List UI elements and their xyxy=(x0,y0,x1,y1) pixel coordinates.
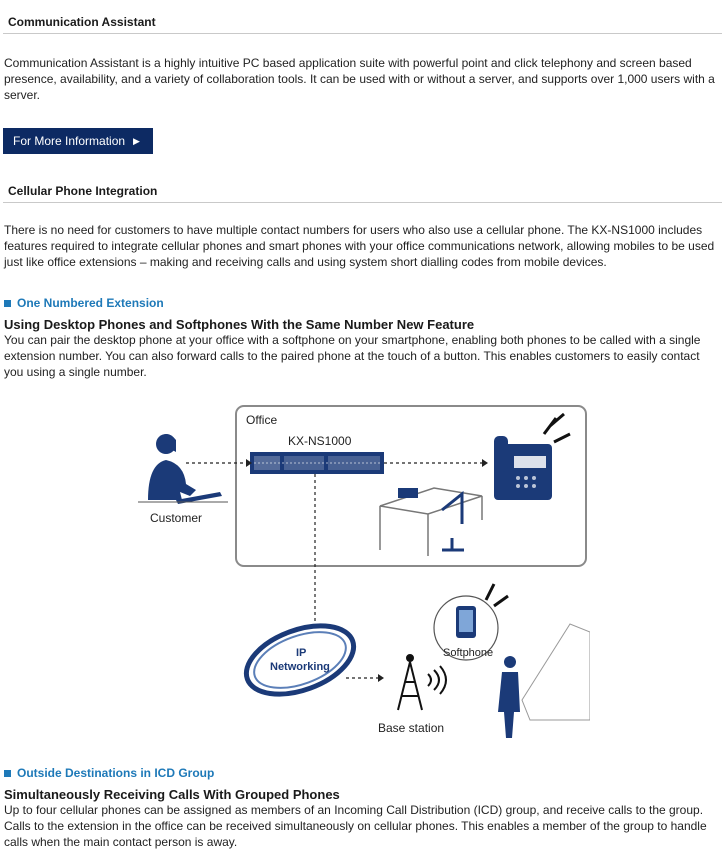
section-heading-cellular-phone-integration xyxy=(3,180,722,203)
customer-label: Customer xyxy=(150,511,203,525)
base-station-label: Base station xyxy=(378,721,445,735)
office-label: Office xyxy=(246,413,278,427)
feature-body: You can pair the desktop phone at your office with a softphone on your smartphone, enabling both phones to be called with a single extension number. You can also forward calls to the paired phone at the touch of a button. This enables customers to easily contact you using a single number. xyxy=(4,333,701,379)
base-station-icon xyxy=(398,655,446,710)
office-desk-icon xyxy=(380,488,482,556)
section-heading-label: Cellular Phone Integration xyxy=(8,184,158,198)
feature-category-label: Outside Destinations in ICD Group xyxy=(17,766,215,780)
section-body-communication-assistant: Communication Assistant is a highly intuitive PC based application suite with powerful point and click telephony and screen based presence, availability, and a variety of collaboration tools. It can be used with or without a server, and supports over 1,000 users with a server. xyxy=(4,56,715,102)
section-heading-label: Communication Assistant xyxy=(8,15,156,29)
square-bullet-icon xyxy=(4,770,11,777)
desk-phone-icon xyxy=(494,414,570,500)
section-body-cellular-phone-integration: There is no need for customers to have multiple contact numbers for users who also use a cellular phone. The KX-NS1000 includes features required to integrate cellular phones and smart phones with your office communications network, allowing mobiles to be used just like office extensions – making and receiving calls and using system short dialling codes from mobile devices. xyxy=(4,223,715,269)
softphone-label: Softphone xyxy=(443,647,494,659)
feature-category-outside-destinations xyxy=(4,766,214,780)
networking-label: Networking xyxy=(270,661,330,673)
feature-title: Simultaneously Receiving Calls With Grouped Phones xyxy=(4,787,340,802)
section-heading-communication-assistant xyxy=(3,11,722,34)
more-information-button[interactable] xyxy=(3,128,153,154)
play-arrow-icon: ▶ xyxy=(133,136,140,146)
feature-category-label: One Numbered Extension xyxy=(17,296,164,310)
feature-title: Using Desktop Phones and Softphones With the Same Number New Feature xyxy=(4,317,475,332)
customer-icon xyxy=(138,434,228,504)
feature-category-one-numbered-extension xyxy=(4,296,164,310)
feature-body: Up to four cellular phones can be assigned as members of an Incoming Call Distribution (ICD) group, and receive calls to the group. Calls to the extension in the office can be received simultaneously on cellular phones. This enables a member of the group to handle calls when the main contact person is away. xyxy=(4,803,707,849)
one-numbered-extension-diagram xyxy=(130,400,590,745)
square-bullet-icon xyxy=(4,300,11,307)
ip-label: IP xyxy=(296,647,307,659)
pbx-unit-icon xyxy=(250,452,384,474)
more-information-label: For More Information xyxy=(13,134,126,148)
mobile-user-icon xyxy=(498,624,590,738)
pbx-label: KX-NS1000 xyxy=(288,434,352,448)
ip-networking-icon xyxy=(237,613,363,708)
